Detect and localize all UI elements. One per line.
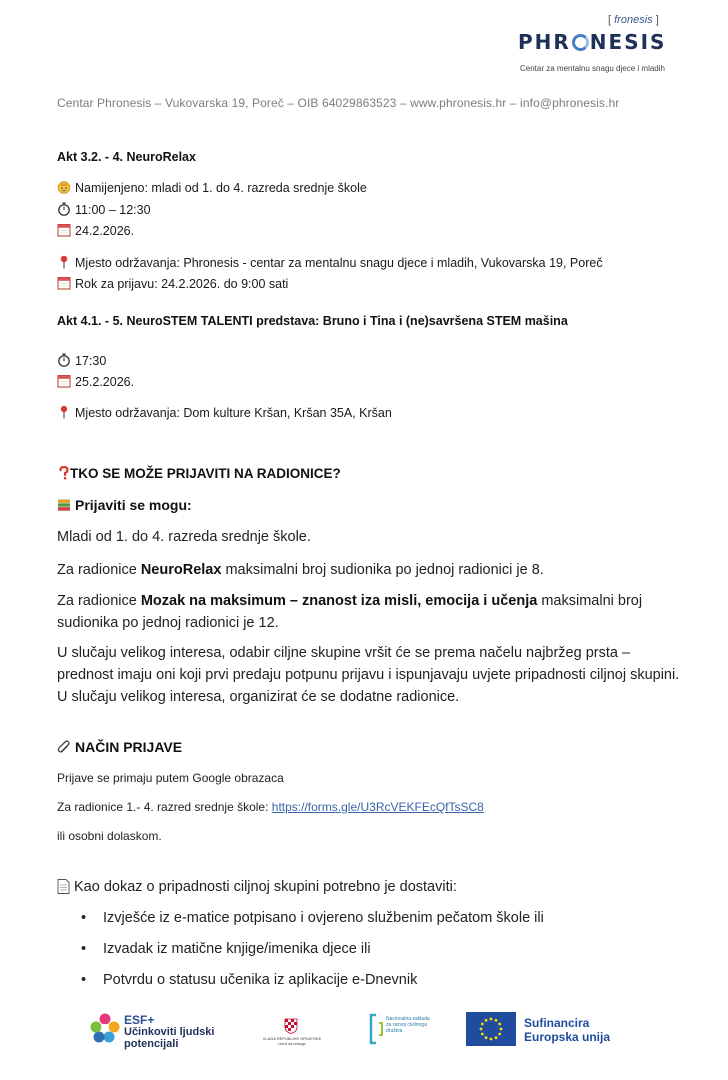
croatia-coat-of-arms-icon [284, 1018, 298, 1034]
akt-3-2-deadline: Rok za prijavu: 24.2.2026. do 9:00 sati [57, 276, 288, 291]
logo-ring-icon [572, 34, 589, 51]
esf-flower-icon [89, 1012, 121, 1044]
who-p4: U slučaju velikog interesa, odabir ciljne skupine vršit će se prema načelu najbržeg prsta – prednost imaju oni koji prvi predaju potpunu prijavu i ispunjavaju uvjete pripadnosti ciljnoj skupini. U slučaju velikog interesa, organizirat će se dodatne radionice. [57, 645, 680, 705]
proof-item: • Potvrdu o statusu učenika iz aplikacije e-Dnevnik [103, 972, 417, 988]
how-line-3: ili osobni dolaskom. [57, 829, 162, 843]
akt-4-1-location: Mjesto održavanja: Dom kulture Kršan, Kršan 35A, Kršan [57, 405, 392, 420]
esf-name: ESF+ [124, 1013, 155, 1027]
stopwatch-icon [57, 353, 71, 367]
akt-3-2-audience: Namijenjeno: mladi od 1. do 4. razreda srednje škole [57, 180, 367, 195]
proof-item: • Izvadak iz matične knjige/imenika djece ili [103, 941, 371, 957]
who-p1: Mladi od 1. do 4. razreda srednje škole. [57, 529, 311, 545]
proof-intro: Kao dokaz o pripadnosti ciljnoj skupini potrebno je dostaviti: [57, 876, 457, 898]
akt-3-2-date: 24.2.2026. [57, 223, 134, 238]
logo-subtitle: Centar za mentalnu snagu djece i mladih [520, 64, 665, 73]
calendar-icon [57, 374, 71, 388]
question-mark-icon [57, 466, 69, 480]
akt-4-1-time: 17:30 [57, 353, 106, 368]
how-heading: NAČIN PRIJAVE [57, 739, 182, 755]
who-heading: TKO SE MOŽE PRIJAVITI NA RADIONICE? [57, 466, 341, 481]
who-p3: Za radionice Mozak na maksimum – znanost iza misli, emocija i učenja maksimalni broj sudionika po jednoj radionici je 12. [57, 593, 643, 631]
logo-tagline: [ fronesis ] [608, 14, 659, 26]
esf-program-text: Učinkoviti ljudski potencijali [124, 1026, 215, 1050]
pushpin-icon [57, 405, 71, 419]
akt-3-2-location: Mjesto održavanja: Phronesis - centar za mentalnu snagu djece i mladih, Vukovarska 19, Poreč [57, 255, 603, 270]
ncz-text: Nacionalna zaklada za razvoj civilnoga društva [386, 1016, 430, 1034]
phronesis-logo: PHR NESIS [518, 30, 667, 54]
eu-flag-icon [466, 1012, 516, 1046]
akt-4-1-date: 25.2.2026. [57, 374, 134, 389]
pushpin-icon [57, 255, 71, 269]
proof-item: • Izvješće iz e-matice potpisano i ovjereno službenim pečatom škole ili [103, 910, 544, 926]
paperclip-icon [57, 740, 71, 754]
page-icon [57, 879, 70, 894]
who-p2: Za radionice NeuroRelax maksimalni broj sudionika po jednoj radionici je 8. [57, 562, 544, 578]
face-icon [57, 180, 71, 194]
eu-cofinanced-text: Sufinancira Europska unija [524, 1016, 611, 1044]
how-line-1: Prijave se primaju putem Google obrazaca [57, 771, 284, 785]
akt-3-2-title: Akt 3.2. - 4. NeuroRelax [57, 150, 196, 164]
akt-4-1-title: Akt 4.1. - 5. NeuroSTEM TALENTI predstava: Bruno i Tina i (ne)savršena STEM mašina [57, 314, 568, 328]
how-line-2: Za radionice 1.- 4. razred srednje škole: https://forms.gle/U3RcVEKFEcQfTsSC8 [57, 800, 484, 814]
ncz-bracket-icon [368, 1013, 384, 1045]
contact-line: Centar Phronesis – Vukovarska 19, Poreč – OIB 64029863523 – www.phronesis.hr – info@phronesis.hr [57, 96, 620, 110]
akt-3-2-time: 11:00 – 12:30 [57, 202, 151, 217]
stopwatch-icon [57, 202, 71, 216]
calendar-icon [57, 276, 71, 290]
books-icon [57, 498, 71, 512]
croatia-gov-text: VLADA REPUBLIKE HRVATSKE Ured za udruge [262, 1036, 322, 1046]
google-form-link[interactable]: https://forms.gle/U3RcVEKFEcQfTsSC8 [271, 800, 484, 814]
who-subheading: Prijaviti se mogu: [57, 497, 192, 513]
calendar-icon [57, 223, 71, 237]
